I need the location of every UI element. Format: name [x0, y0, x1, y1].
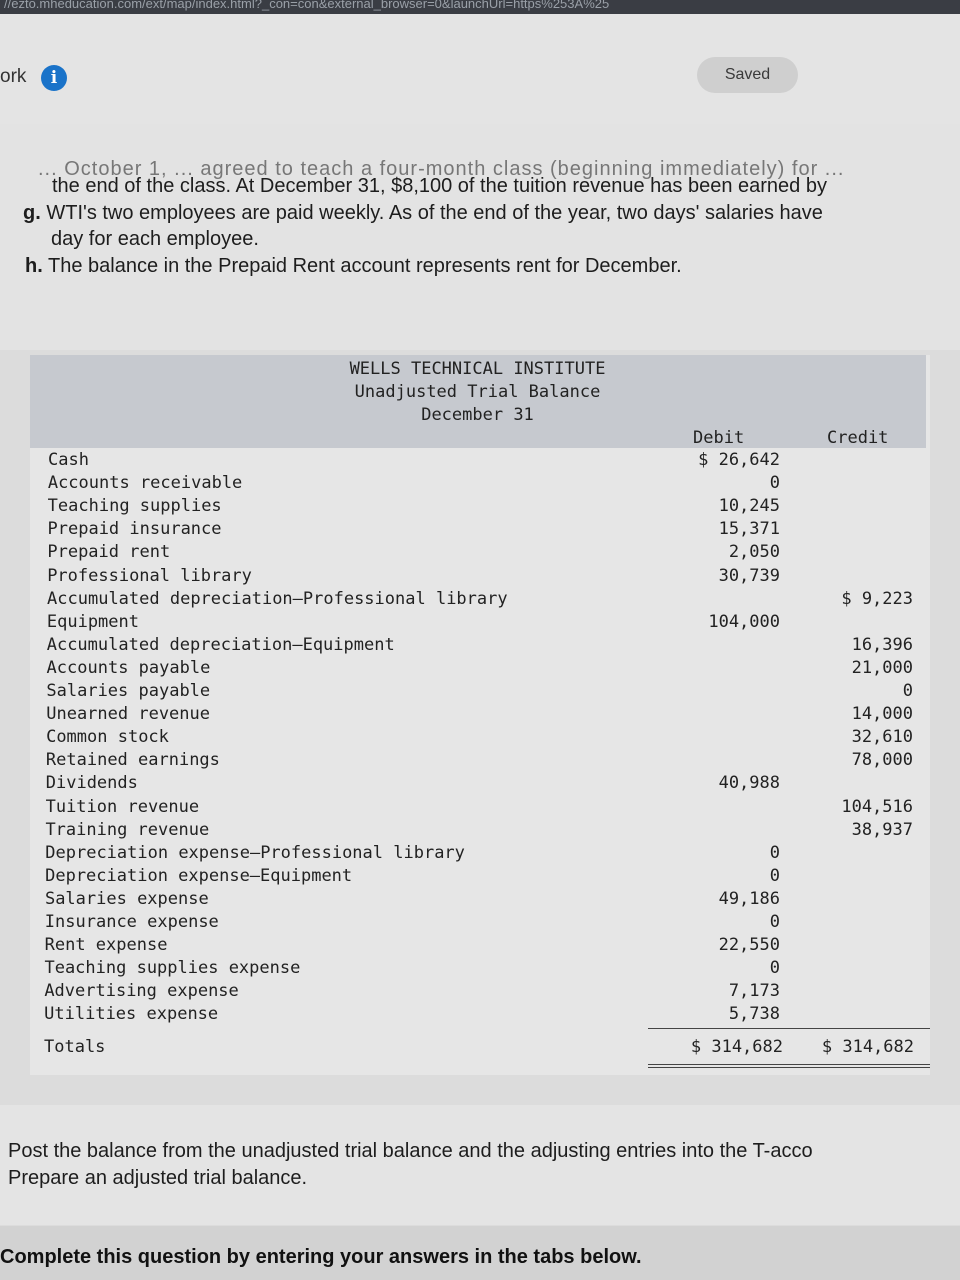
report-title: Unadjusted Trial Balance — [354, 382, 601, 402]
debit-amount: 0 — [769, 912, 780, 932]
credit-amount: 78,000 — [851, 750, 913, 771]
debit-amount: 0 — [769, 473, 780, 494]
account-name: Common stock — [46, 727, 169, 748]
debit-column-header: Debit — [693, 428, 745, 448]
info-icon[interactable]: i — [41, 65, 67, 91]
debit-amount: 10,245 — [718, 496, 780, 517]
debit-amount: 15,371 — [718, 519, 780, 540]
credit-amount: 21,000 — [851, 657, 913, 678]
debit-amount: 30,739 — [718, 565, 780, 586]
problem-item-g — [23, 200, 823, 226]
problem-item-g-continued: day for each employee. — [51, 228, 259, 250]
trial-balance-header — [30, 355, 926, 448]
debit-amount: 0 — [769, 842, 780, 863]
account-name: Unearned revenue — [46, 704, 210, 725]
account-name: Depreciation expense—Equipment — [45, 865, 353, 886]
credit-amount: 38,937 — [851, 819, 913, 840]
account-name: Advertising expense — [44, 981, 239, 1002]
account-name: Accumulated depreciation—Equipment — [46, 634, 395, 655]
unadjusted-trial-balance — [30, 355, 930, 1075]
account-name: Utilities expense — [44, 1004, 219, 1025]
browser-url-bar[interactable] — [0, 0, 960, 14]
account-name: Salaries payable — [46, 681, 211, 701]
company-name: WELLS TECHNICAL INSTITUTE — [349, 359, 606, 379]
account-name: Insurance expense — [44, 912, 219, 932]
account-name: Dividends — [45, 773, 138, 794]
debit-amount: 0 — [769, 958, 780, 979]
account-name: Teaching supplies expense — [44, 958, 301, 979]
footer-bar — [0, 1226, 960, 1280]
account-name: Accounts receivable — [47, 473, 243, 494]
credit-column-header: Credit — [827, 428, 889, 448]
credit-amount: 16,396 — [851, 634, 913, 655]
debit-amount: 40,988 — [718, 773, 780, 794]
totals-top-rule — [648, 1028, 930, 1029]
debit-amount: 0 — [769, 865, 780, 886]
account-name: Prepaid rent — [47, 542, 171, 563]
account-name: Salaries expense — [44, 888, 209, 909]
assignment-header — [0, 14, 960, 124]
debit-amount: $ 26,642 — [698, 450, 780, 470]
work-label: ork — [0, 66, 27, 87]
debit-amount: 104,000 — [708, 611, 780, 632]
account-name: Cash — [48, 450, 89, 470]
instruction-line-2: Prepare an adjusted trial balance. — [8, 1167, 308, 1189]
credit-amount: 14,000 — [851, 704, 913, 725]
credit-amount: 0 — [902, 681, 913, 701]
instructions — [0, 1105, 960, 1225]
total-debit: $ 314,682 — [690, 1037, 783, 1057]
debit-amount: 49,186 — [718, 888, 780, 909]
problem-item-h — [25, 253, 682, 279]
item-h-text: The balance in the Prepaid Rent account represents rent for December. — [47, 255, 682, 277]
account-name: Depreciation expense—Professional library — [45, 842, 465, 863]
account-name: Accumulated depreciation—Professional library — [47, 588, 508, 609]
problem-text — [0, 124, 960, 350]
account-name: Rent expense — [44, 935, 168, 956]
problem-line-f-continued: the end of the class. At December 31, $8,100 of the tuition revenue has been earned by — [52, 175, 827, 197]
account-name: Professional library — [47, 565, 252, 586]
total-credit: $ 314,682 — [821, 1037, 914, 1057]
totals-double-rule-1 — [648, 1064, 930, 1065]
account-name: Equipment — [46, 611, 139, 632]
instruction-line-1: Post the balance from the unadjusted trial balance and the adjusting entries into the T-acco — [8, 1140, 813, 1162]
debit-amount: 7,173 — [728, 981, 780, 1002]
saved-status-button[interactable]: Saved — [697, 57, 798, 93]
debit-amount: 2,050 — [728, 542, 780, 563]
totals-double-rule-2 — [648, 1067, 930, 1068]
credit-amount: $ 9,223 — [841, 588, 913, 609]
footer-instruction: Complete this question by entering your answers in the tabs below. — [0, 1246, 642, 1268]
credit-amount: 32,610 — [851, 727, 913, 748]
item-g-text: WTI's two employees are paid weekly. As of the end of the year, two days' salaries have — [46, 202, 823, 224]
account-name: Training revenue — [45, 819, 210, 840]
account-name: Teaching supplies — [47, 496, 222, 517]
account-name: Tuition revenue — [45, 796, 200, 817]
totals-label: Totals — [44, 1037, 106, 1057]
account-name: Prepaid insurance — [47, 519, 222, 540]
debit-amount: 5,738 — [728, 1004, 780, 1025]
cut-off-line: ... October 1, ... agreed to teach a four-month class (beginning immediately) for ... — [38, 158, 845, 180]
debit-amount: 22,550 — [718, 935, 780, 956]
credit-amount: 104,516 — [841, 796, 913, 817]
item-letter-h: h. — [25, 255, 43, 277]
url-text: //ezto.mheducation.com/ext/map/index.html?_con=con&external_browser=0&launchUrl=https%253A%25 — [4, 0, 610, 11]
account-name: Retained earnings — [45, 750, 220, 771]
account-name: Accounts payable — [46, 657, 211, 678]
item-letter-g: g. — [23, 202, 41, 224]
report-date: December 31 — [421, 405, 534, 425]
